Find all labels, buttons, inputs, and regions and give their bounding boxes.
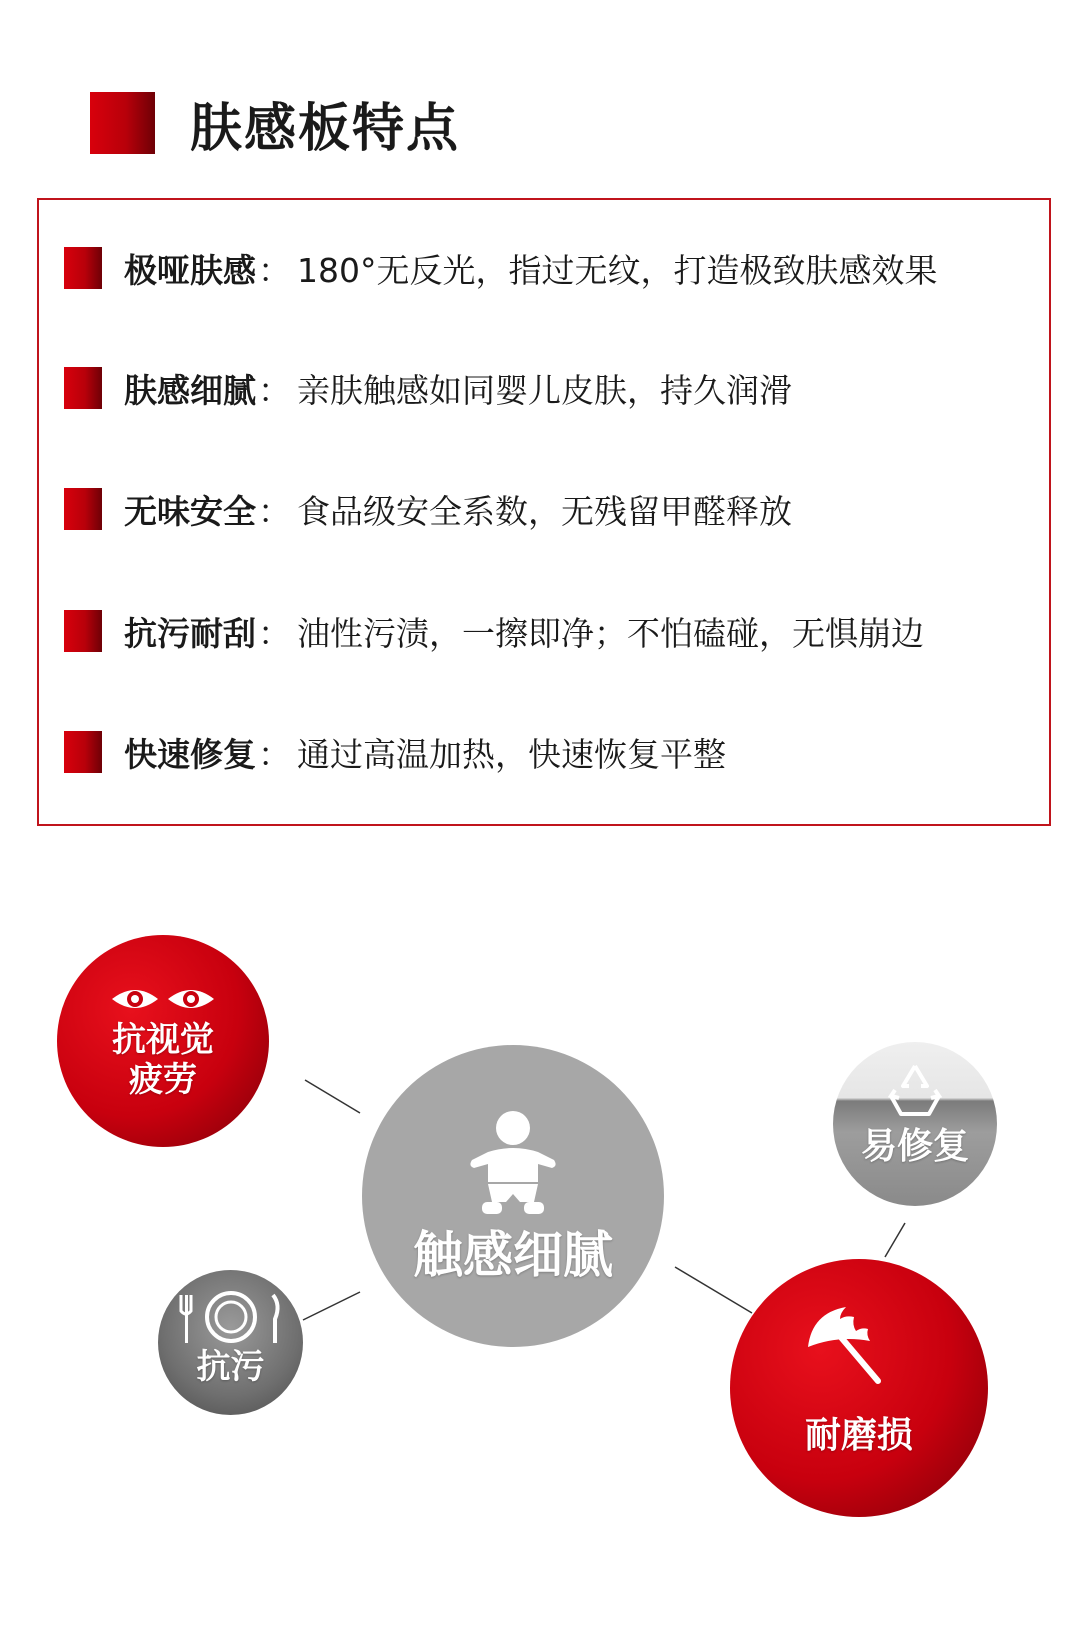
feature-circle-center xyxy=(362,1045,664,1347)
feature-desc: 亲肤触感如同婴儿皮肤，持久润滑 xyxy=(297,370,792,410)
feature-desc: 180°无反光，指过无纹，打造极致肤感效果 xyxy=(297,250,938,290)
page-title: 肤感板特点 xyxy=(190,98,461,159)
feature-label: 快速修复 xyxy=(124,734,256,774)
circle-label: 触感细腻 xyxy=(413,1225,613,1284)
feature-circle-easy-repair xyxy=(833,1042,997,1206)
feature-separator: ： xyxy=(258,370,291,410)
feature-circle-wear-resistant xyxy=(730,1259,988,1517)
circle-label: 抗污 xyxy=(196,1347,265,1388)
feature-label: 肤感细腻 xyxy=(124,370,256,410)
feature-desc: 油性污渍，一擦即净；不怕磕碰，无惧崩边 xyxy=(297,613,924,653)
feature-circle-anti-fatigue xyxy=(57,935,269,1147)
feature-separator: ： xyxy=(258,250,291,290)
feature-desc: 通过高温加热，快速恢复平整 xyxy=(297,734,726,774)
eyes-icon xyxy=(108,982,218,1016)
circle-label-line2: 疲劳 xyxy=(129,1060,197,1100)
feature-separator: ： xyxy=(258,613,291,653)
umbrella-icon xyxy=(798,1299,890,1391)
recycle-icon xyxy=(883,1062,947,1120)
circle-label: 耐磨损 xyxy=(804,1414,913,1456)
circle-label: 易修复 xyxy=(860,1125,969,1167)
dining-icon xyxy=(175,1291,287,1347)
baby-icon xyxy=(468,1108,558,1218)
feature-desc: 食品级安全系数，无残留甲醛释放 xyxy=(297,491,792,531)
circle-label-line1: 抗视觉 xyxy=(112,1019,214,1060)
feature-separator: ： xyxy=(258,734,291,774)
feature-label: 极哑肤感 xyxy=(124,250,256,290)
feature-separator: ： xyxy=(258,491,291,531)
feature-label: 抗污耐刮 xyxy=(124,613,256,653)
feature-circle-anti-stain xyxy=(158,1270,303,1415)
feature-label: 无味安全 xyxy=(124,491,256,531)
